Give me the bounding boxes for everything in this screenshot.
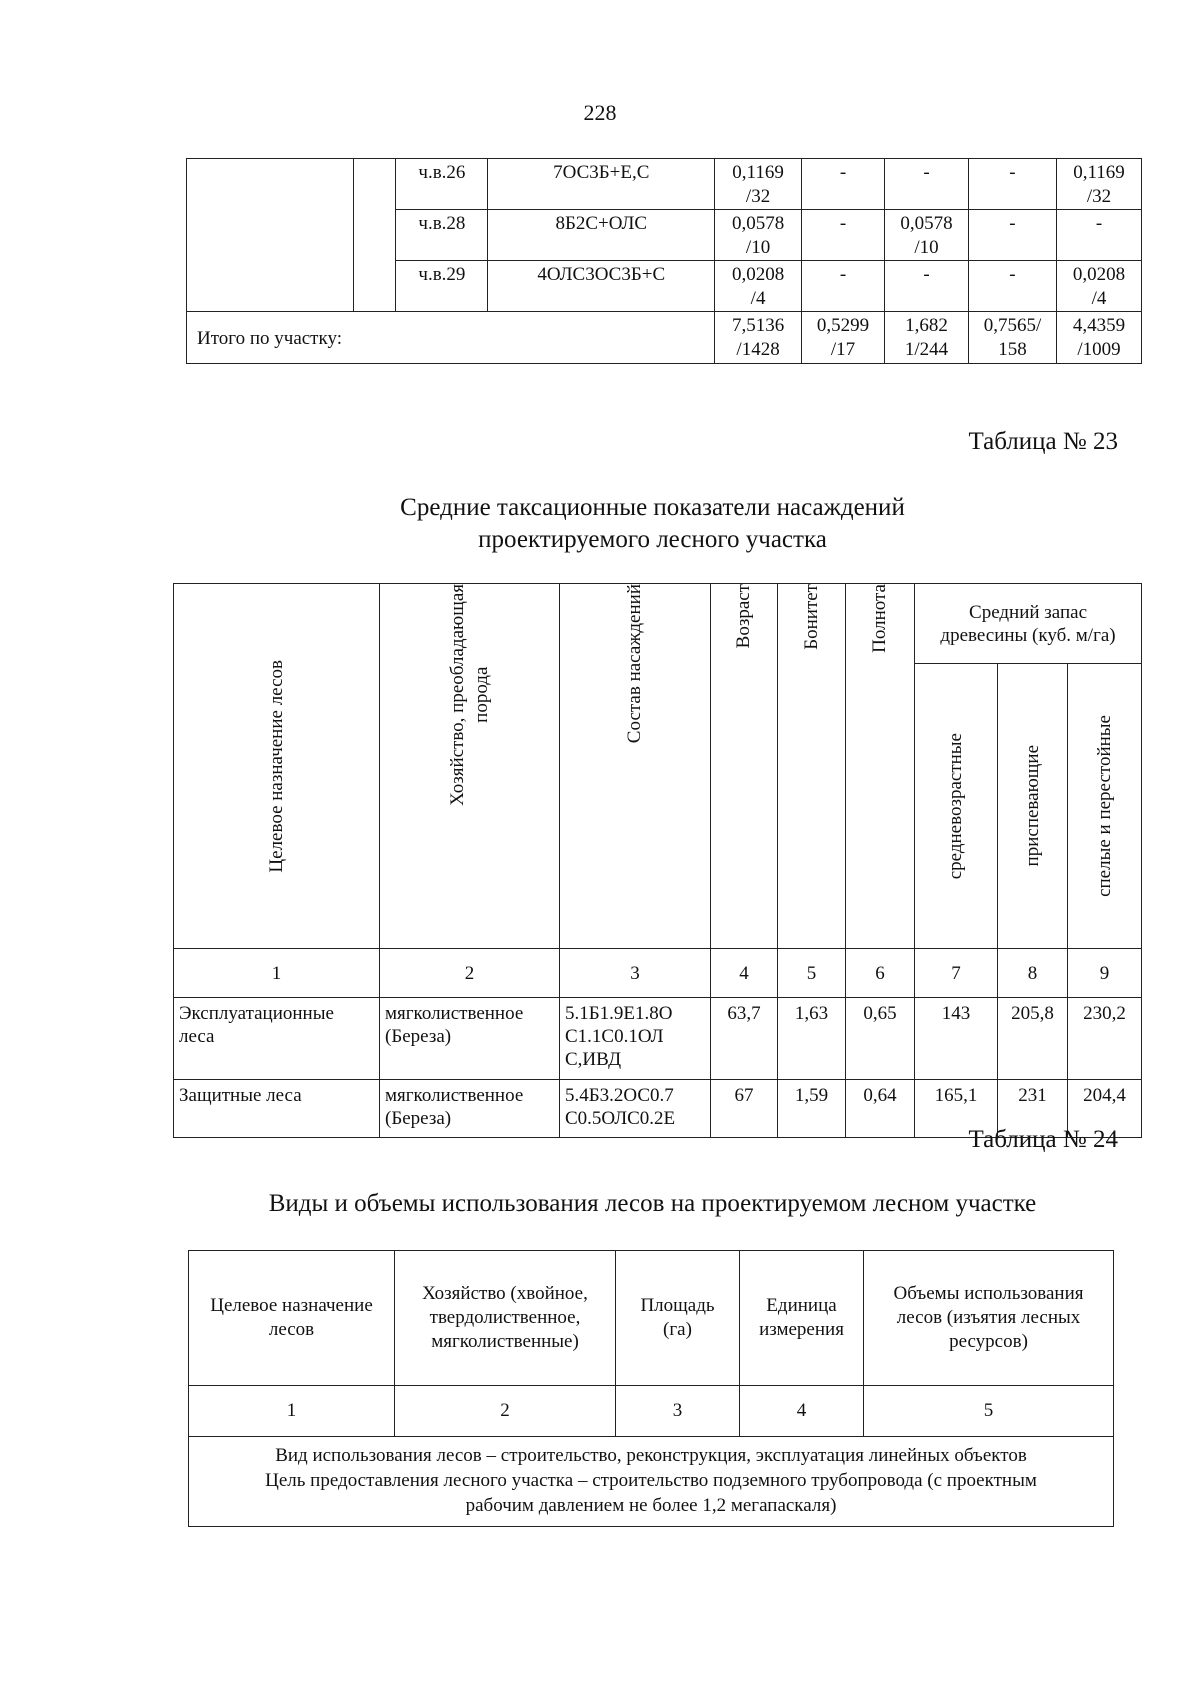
- header-line: порода: [470, 666, 492, 724]
- value-line: 1,682: [905, 315, 948, 336]
- column-number-row: [189, 1386, 1114, 1437]
- cell-line: С1.1С0.1ОЛ: [565, 1026, 664, 1047]
- value-line: /1428: [736, 339, 780, 360]
- cell-line: мягколиственное: [385, 1003, 524, 1024]
- header-age: [711, 584, 778, 949]
- header-line: Хозяйство, преобладающая: [446, 584, 468, 806]
- cell-line: мягколиственное: [385, 1085, 524, 1106]
- value-line: 0,0578: [900, 213, 953, 234]
- mature-cell: 204,4: [1068, 1080, 1142, 1138]
- header-line: Целевое назначение: [210, 1295, 373, 1316]
- value-line: 1/244: [904, 339, 949, 360]
- cell-line: 5.4Б3.2ОС0.7: [565, 1085, 674, 1106]
- cell-line: Защитные леса: [179, 1085, 302, 1106]
- economy-cell: [380, 1080, 560, 1138]
- middle-aged-cell: 165,1: [915, 1080, 998, 1138]
- header-row: [174, 584, 1142, 664]
- total-value-cell: [968, 312, 1056, 364]
- column-number: 3: [616, 1386, 740, 1437]
- header-unit: [740, 1251, 864, 1386]
- value-line: 0,1169: [732, 162, 784, 183]
- header-line: измерения: [759, 1319, 844, 1340]
- table-row: [187, 159, 1142, 210]
- header-line: мягколиственные): [431, 1331, 579, 1352]
- table-row: [174, 998, 1142, 1080]
- bonitet-cell: 1,63: [778, 998, 846, 1080]
- header-line: лесов: [268, 1319, 315, 1340]
- column-number: 6: [846, 949, 915, 998]
- header-line: ресурсов): [949, 1331, 1028, 1352]
- value-line: 4,4359: [1072, 315, 1126, 336]
- density-cell: 0,64: [846, 1080, 915, 1138]
- header-line: древесины (куб. м/га): [940, 624, 1116, 646]
- economy-cell: [380, 998, 560, 1080]
- header-text: Целевое назначение лесов: [265, 659, 287, 873]
- header-composition: [560, 584, 711, 949]
- purpose-cell: [174, 998, 380, 1080]
- value-cell: [1056, 261, 1141, 312]
- value-cell: -: [802, 159, 885, 210]
- table-24-title: Виды и объемы использования лесов на проектируемом лесном участке: [268, 1190, 1037, 1217]
- value-cell: -: [968, 261, 1056, 312]
- value-line: /32: [745, 186, 771, 207]
- column-number: 4: [711, 949, 778, 998]
- cell-line: Эксплуатационные: [179, 1003, 334, 1024]
- mature-cell: 230,2: [1068, 998, 1142, 1080]
- value-cell: [1056, 159, 1141, 210]
- value-line: 0,7565/: [983, 315, 1042, 336]
- column-number: 2: [395, 1386, 616, 1437]
- header-line: (га): [663, 1319, 692, 1340]
- value-line: 0,0578: [731, 213, 785, 234]
- note-line: Вид использования лесов – строительство, реконструкция, эксплуатация линейных объектов: [275, 1445, 1027, 1466]
- header-line: твердолиственное,: [429, 1307, 581, 1328]
- value-line: 7,5136: [731, 315, 785, 336]
- header-stock-group: [915, 584, 1142, 664]
- value-cell: -: [802, 210, 885, 261]
- value-cell: [715, 210, 802, 261]
- cell-line: С,ИВД: [565, 1049, 622, 1070]
- middle-aged-cell: 143: [915, 998, 998, 1080]
- total-value-cell: [1056, 312, 1141, 364]
- note-cell: [189, 1437, 1114, 1527]
- cell-line: 5.1Б1.9Е1.8О: [565, 1003, 673, 1024]
- total-value-cell: [715, 312, 802, 364]
- total-value-cell: [885, 312, 969, 364]
- note-row: [189, 1437, 1114, 1527]
- composition-cell: [560, 998, 711, 1080]
- value-line: /17: [830, 339, 856, 360]
- cell-line: С0.5ОЛС0.2Е: [565, 1108, 676, 1129]
- value-line: /10: [745, 237, 771, 258]
- header-purpose: [174, 584, 380, 949]
- purpose-cell: [174, 1080, 380, 1138]
- value-line: 0,0208: [731, 264, 785, 285]
- part-cell: ч.в.28: [396, 210, 488, 261]
- column-number-row: [174, 949, 1142, 998]
- column-number: 5: [864, 1386, 1114, 1437]
- header-text: Возраст: [733, 584, 754, 649]
- age-cell: 63,7: [711, 998, 778, 1080]
- table-24-label: Таблица № 24: [968, 1126, 1118, 1153]
- header-row: [189, 1251, 1114, 1386]
- header-density: [846, 584, 915, 949]
- value-cell: [885, 210, 969, 261]
- composition-cell: 8Б2С+ОЛС: [488, 210, 715, 261]
- column-number: 5: [778, 949, 846, 998]
- column-number: 4: [740, 1386, 864, 1437]
- header-text: Бонитет: [800, 584, 822, 650]
- cell-line: (Береза): [385, 1108, 452, 1129]
- title-line: проектируемого лесного участка: [478, 526, 827, 553]
- value-line: 0,5299: [816, 315, 870, 336]
- value-cell: -: [968, 159, 1056, 210]
- note-line: рабочим давлением не более 1,2 мегапаскаля): [465, 1495, 837, 1516]
- table-23: [173, 583, 1142, 1138]
- total-label: Итого по участку:: [187, 312, 715, 364]
- header-line: лесов (изъятия лесных: [896, 1307, 1081, 1328]
- value-line: /1009: [1077, 339, 1121, 360]
- table-22-continuation: [186, 158, 1142, 364]
- header-line: Единица: [766, 1295, 837, 1316]
- header-line: Средний запас: [969, 601, 1088, 623]
- value-line: 0,0208: [1072, 264, 1126, 285]
- header-line: Площадь: [640, 1295, 715, 1316]
- header-line: Объемы использования: [893, 1283, 1084, 1304]
- page-number: 228: [583, 100, 617, 125]
- header-text: Состав насаждений: [624, 584, 645, 744]
- header-text: спелые и перестойные: [1093, 715, 1115, 897]
- composition-cell: [560, 1080, 711, 1138]
- table-24: [188, 1250, 1114, 1527]
- column-number: 1: [174, 949, 380, 998]
- header-bonitet: [778, 584, 846, 949]
- header-text: приспевающие: [1021, 745, 1043, 867]
- part-cell: ч.в.29: [396, 261, 488, 312]
- value-cell: -: [885, 159, 969, 210]
- maturing-cell: 231: [998, 1080, 1068, 1138]
- bonitet-cell: 1,59: [778, 1080, 846, 1138]
- header-economy: [395, 1251, 616, 1386]
- header-text: средневозрастные: [945, 732, 966, 880]
- age-cell: 67: [711, 1080, 778, 1138]
- column-number: 7: [915, 949, 998, 998]
- header-text: Полнота: [869, 584, 890, 653]
- value-line: /4: [1091, 288, 1107, 309]
- column-number: 3: [560, 949, 711, 998]
- value-cell: [715, 159, 802, 210]
- value-cell: -: [1056, 210, 1141, 261]
- maturing-cell: 205,8: [998, 998, 1068, 1080]
- note-line: Цель предоставления лесного участка – строительство подземного трубопровода (с проектным: [265, 1470, 1037, 1491]
- column-number: 8: [998, 949, 1068, 998]
- table-23-title: [0, 492, 1200, 556]
- total-row: [187, 312, 1142, 364]
- part-cell: ч.в.26: [396, 159, 488, 210]
- column-number: 1: [189, 1386, 395, 1437]
- header-economy: [380, 584, 560, 949]
- title-line: Средние таксационные показатели насаждений: [400, 494, 905, 521]
- header-middle-aged: [915, 664, 998, 949]
- empty-cell: [187, 159, 354, 312]
- cell-line: леса: [179, 1026, 215, 1047]
- value-cell: -: [968, 210, 1056, 261]
- header-mature: [1068, 664, 1142, 949]
- density-cell: 0,65: [846, 998, 915, 1080]
- header-area: [616, 1251, 740, 1386]
- header-line: Хозяйство (хвойное,: [422, 1283, 588, 1304]
- composition-cell: 7ОС3Б+Е,С: [488, 159, 715, 210]
- value-cell: -: [802, 261, 885, 312]
- value-line: 158: [998, 339, 1027, 360]
- header-volume: [864, 1251, 1114, 1386]
- header-maturing: [998, 664, 1068, 949]
- value-line: /10: [914, 237, 939, 258]
- column-number: 2: [380, 949, 560, 998]
- total-value-cell: [802, 312, 885, 364]
- table-23-label: Таблица № 23: [968, 428, 1118, 455]
- value-cell: [715, 261, 802, 312]
- column-number: 9: [1068, 949, 1142, 998]
- composition-cell: 4ОЛС3ОС3Б+С: [488, 261, 715, 312]
- value-line: /4: [750, 288, 766, 309]
- empty-cell: [353, 159, 395, 312]
- value-line: 0,1169: [1073, 162, 1125, 183]
- value-cell: -: [885, 261, 969, 312]
- value-line: /32: [1086, 186, 1112, 207]
- header-text: [446, 584, 494, 806]
- cell-line: (Береза): [385, 1026, 452, 1047]
- header-purpose: [189, 1251, 395, 1386]
